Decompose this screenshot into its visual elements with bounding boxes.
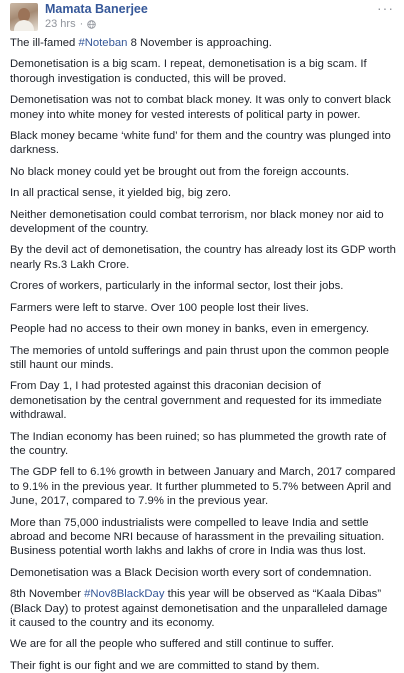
- paragraph-text: Crores of workers, particularly in the informal sector, lost their jobs.: [10, 280, 344, 293]
- post-body: [10, 36, 396, 673]
- author-name[interactable]: Mamata Banerjee: [45, 2, 148, 16]
- post-paragraph: [10, 57, 396, 86]
- post-meta: [45, 18, 96, 30]
- post-paragraph: [10, 129, 396, 158]
- post-paragraph: [10, 465, 396, 508]
- paragraph-text: Their fight is our fight and we are committed to stand by them.: [10, 659, 320, 672]
- paragraph-text: Black money became ‘white fund’ for them and the country was plunged into darkness.: [10, 130, 391, 157]
- paragraph-text: Demonetisation is a big scam. I repeat, demonetisation is a big scam. If thorough investigation is conducted, this will be proved.: [10, 58, 367, 85]
- paragraph-text: By the devil act of demonetisation, the country has already lost its GDP worth nearly Rs.3 Lakh Crore.: [10, 244, 396, 271]
- paragraph-text: The memories of untold sufferings and pain thrust upon the common people still haunt our minds.: [10, 344, 390, 371]
- post-paragraph: [10, 279, 396, 293]
- post-paragraph: [10, 208, 396, 237]
- post-paragraph: [10, 659, 396, 673]
- paragraph-text: Farmers were left to starve. Over 100 people lost their lives.: [10, 301, 309, 314]
- paragraph-text: Neither demonetisation could combat terrorism, nor black money nor aid to development of the country.: [10, 208, 384, 236]
- post-timestamp[interactable]: 23 hrs: [45, 18, 76, 30]
- hashtag-link[interactable]: #Noteban: [78, 37, 128, 49]
- globe-icon[interactable]: [87, 20, 96, 29]
- paragraph-text: We are for all the people who suffered and still continue to suffer.: [10, 638, 335, 651]
- post-paragraph: [10, 566, 396, 580]
- avatar-sari: [14, 20, 34, 31]
- paragraph-text: 8 November is approaching.: [127, 37, 272, 49]
- post-paragraph: [10, 587, 396, 630]
- paragraph-text: The ill-famed: [10, 37, 79, 49]
- post-paragraph: [10, 186, 396, 200]
- post-paragraph: [10, 516, 396, 559]
- paragraph-text: Demonetisation was a Black Decision worth every sort of condemnation.: [10, 566, 372, 579]
- meta-separator: ·: [79, 18, 84, 30]
- paragraph-text: People had no access to their own money in banks, even in emergency.: [10, 323, 369, 336]
- more-options-icon[interactable]: ···: [377, 0, 394, 16]
- post-paragraph: [10, 93, 396, 122]
- post-paragraph: [10, 301, 396, 315]
- avatar[interactable]: [10, 3, 38, 31]
- post-paragraph: [10, 243, 396, 272]
- paragraph-text: Demonetisation was not to combat black money. It was only to convert black money into white money for vested interests of political party in power.: [10, 94, 391, 121]
- paragraph-text: In all practical sense, it yielded big, big zero.: [10, 187, 232, 200]
- hashtag-link[interactable]: #Nov8BlackDay: [84, 588, 165, 601]
- paragraph-text: The GDP fell to 6.1% growth in between January and March, 2017 compared to 9.1% in the previous year. It further plummeted to 5.7% between April and June, 2017, compared to 7.9% in the previous year.: [10, 466, 396, 508]
- post-paragraph: [10, 379, 396, 422]
- post-header: [10, 0, 396, 36]
- paragraph-text: 8th November: [10, 588, 85, 601]
- post-paragraph: [10, 637, 396, 651]
- post-paragraph: [10, 322, 396, 336]
- post-paragraph: [10, 165, 396, 179]
- paragraph-text: The Indian economy has been ruined; so has plummeted the growth rate of the country.: [10, 430, 387, 457]
- paragraph-text: this year will be observed as “Kaala Dibas” (Black Day) to protest against demonetisation and the unparalleled damage it caused to the country and its economy.: [10, 588, 388, 629]
- post-paragraph: [10, 36, 396, 50]
- post-paragraph: [10, 430, 396, 459]
- post-paragraph: [10, 344, 396, 373]
- paragraph-text: More than 75,000 industrialists were compelled to leave India and settle abroad and become NRI because of harassment in the prevailing situation. Business potential worth lakhs and lakhs of crore in India was thus lost.: [10, 516, 385, 558]
- paragraph-text: No black money could yet be brought out from the foreign accounts.: [10, 165, 350, 178]
- paragraph-text: From Day 1, I had protested against this draconian decision of demonetisation by the central government and requested for its immediate withdrawal.: [10, 380, 382, 422]
